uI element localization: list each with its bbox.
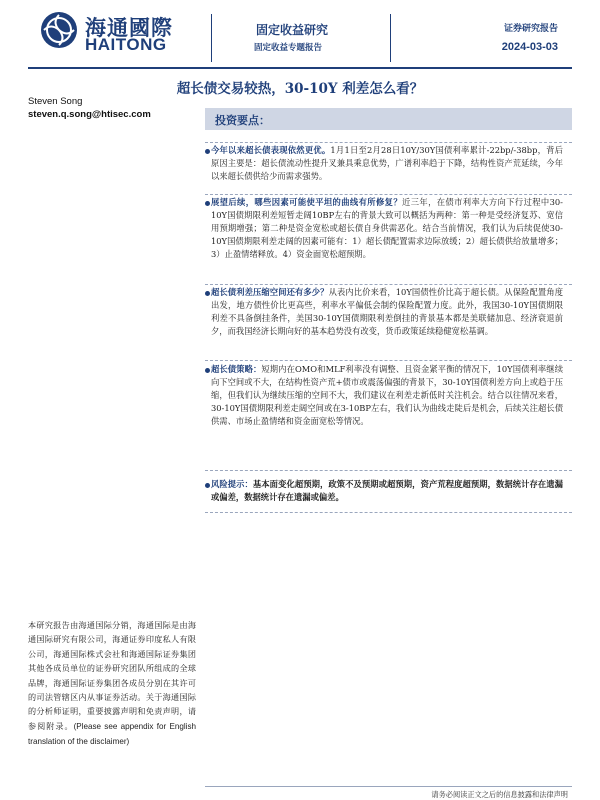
disclaimer-cn: 本研究报告由海通国际分销，海通国际是由海通国际研究有限公司，海通证券印度私人有限公司，海通国际株式会社和海通国际证券集团其他各成员单位的证券研究团队所组成的全球品牌，海通国际证券集团各成员分别在其许可的司法管辖区内从事证券活动。关于海通国际的分析师证明，重要披露声明和免责声明，请参阅附录。 [28, 620, 196, 731]
report-category: 固定收益研究 [256, 23, 329, 37]
bullet-icon [205, 149, 210, 154]
header-rule [28, 67, 572, 69]
brand-name-cn: 海通國際 [85, 15, 173, 40]
risk-warning-text: 基本面变化超预期，政策不及预期或超预期，资产荒程度超预期，数据统计存在遗漏或偏差，数据统计存在遗漏或偏差。 [211, 479, 563, 503]
summary-point-lead: 超长债利差压缩空间还有多少？ [211, 287, 329, 297]
summary-point-text: 近三年，在债市利率大方向下行过程中30-10Y国债期限利差短暂走阔10BP左右的背景大致可以概括为两种：第一种是受经济复苏、宽信用预期增强；第二种是资金宽松或超长债自身供需恶化。结合当前情况，我们认为后续促使30-10Y国债期限利差走阔的因素可能有：1）超长债配置需求边际放缓；2）超长债供给放量增多；3）止盈情绪释放。4）资金面宽松超预期。 [211, 197, 563, 260]
section-separator [205, 142, 572, 143]
haitong-logo-icon [40, 11, 78, 49]
author-block [28, 95, 151, 121]
summary-point-lead: 展望后续，哪些因素可能使平坦的曲线有所修复？ [211, 197, 403, 207]
header-divider [211, 14, 212, 62]
report-title: 超长债交易较热，30-10Y 利差怎么看？ [176, 81, 424, 97]
summary-heading: 投资要点： [215, 114, 270, 127]
header-divider [390, 14, 391, 62]
section-separator [205, 284, 572, 285]
author-email[interactable]: steven.q.song@htisec.com [28, 109, 151, 120]
disclaimer-block [28, 618, 196, 750]
summary-point [211, 144, 563, 183]
risk-warning-lead: 风险提示： [211, 479, 253, 489]
author-name: Steven Song [28, 96, 83, 107]
section-separator [205, 194, 572, 195]
brand-name-en: HAITONG [85, 35, 167, 54]
bullet-icon [205, 201, 210, 206]
disclaimer-en: (Please see appendix for English translation of the disclaimer) [28, 721, 196, 747]
summary-point-lead: 超长债策略： [211, 364, 262, 374]
report-date: 2024-03-03 [501, 41, 558, 53]
report-type: 证券研究报告 [503, 24, 558, 34]
risk-warning [211, 478, 563, 504]
section-separator [205, 512, 572, 513]
summary-point-text: 从表内比价来看，10Y国债性价比高于超长债。从保险配置角度出发，地方债性价比更高些，利率水平偏低会制约保险配置力度。此外，我国30-10Y国债期限利差不具备倒挂条件，美国30-10Y国债期限利差倒挂的背景基本都是美联储加息、经济衰退前夕，而我国经济长期向好的基本趋势没有改变，货币政策延续稳健宽松基调。 [211, 287, 563, 337]
summary-point-lead: 今年以来超长债表现依然更优。 [211, 145, 331, 155]
footer-rule [205, 786, 572, 787]
report-subcategory: 固定收益专题报告 [254, 43, 323, 53]
summary-point [211, 196, 563, 261]
section-separator [205, 470, 572, 471]
summary-point-text: 短期内在OMO和MLF利率没有调整、且资金紧平衡的情况下，10Y国债利率继续向下空间或不大，在结构性资产荒+债市或震荡偏强的背景下，30-10Y国债利差方向上或趋于压缩，但我们认为继续压缩的空间不大，我们建议在利差走新低时关注机会。结合以往情况来看，30-10Y国债期限利差走阔空间或在3-10BP左右，我们认为曲线走陡后是机会，后续关注超长债供需、市场止盈情绪和资金面宽松等情况。 [211, 364, 563, 427]
bullet-icon [205, 368, 210, 373]
summary-point-text: 1月1日至2月28日10Y/30Y国债利率累计-22bp/-38bp，背后原因主要是：超长债流动性提升叉兼具乘息优势，广谱利率趋于下降，结构性资产荒延续，今年以来超长债供给少而需求强势。 [211, 145, 563, 182]
summary-point [211, 286, 563, 338]
section-separator [205, 360, 572, 361]
bullet-icon [205, 291, 210, 296]
footer-notice: 请务必阅读正文之后的信息披露和法律声明 [431, 790, 568, 799]
summary-point [211, 363, 563, 428]
bullet-icon [205, 483, 210, 488]
